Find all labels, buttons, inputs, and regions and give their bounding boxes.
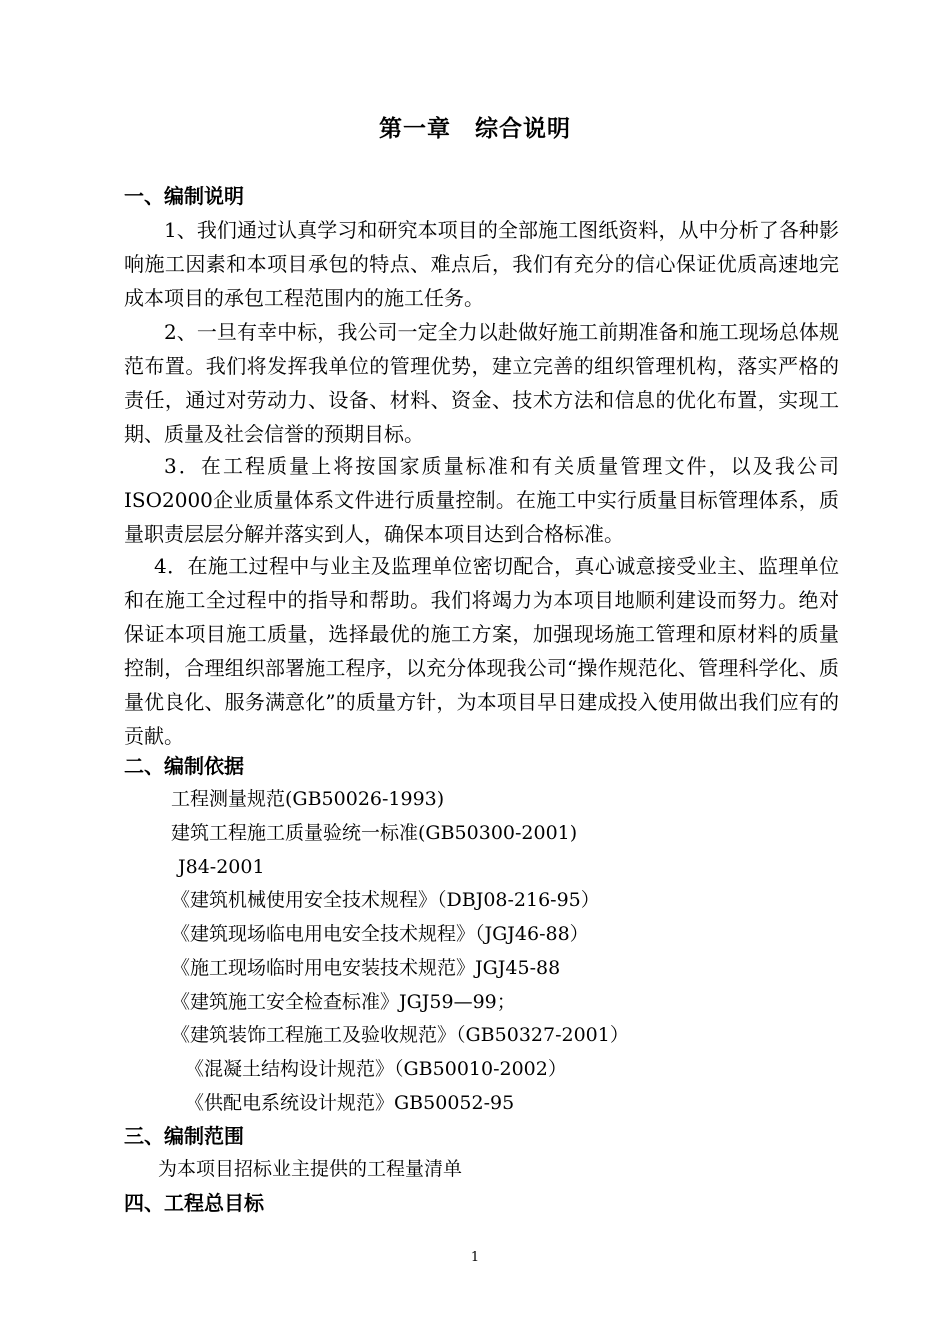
basis-item: 《建筑机械使用安全技术规程》（DBJ08-216-95） <box>171 889 600 911</box>
page-number: 1 <box>470 1250 480 1265</box>
section-heading-compilation-notes: 一、编制说明 <box>124 184 244 208</box>
basis-item: J84-2001 <box>178 856 265 878</box>
paragraph-2: 2、一旦有幸中标，我公司一定全力以赴做好施工前期准备和施工现场总体规范布置。我们将发挥我单位的管理优势，建立完善的组织管理机构，落实严格的责任，通过对劳动力、设备、材料、资金、技术方法和信息的优化布置，实现工期、质量及社会信誉的预期目标。 <box>124 320 839 446</box>
paragraph-4: 4．在施工过程中与业主及监理单位密切配合，真心诚意接受业主、监理单位和在施工全过程中的指导和帮助。我们将竭力为本项目地顺利建设而努力。绝对保证本项目施工质量，选择最优的施工方案，加强现场施工管理和原材料的质量控制，合理组织部署施工程序，以充分体现我公司“操作规范化、管理科学化、质量优良化、服务满意化”的质量方针，为本项目早日建成投入使用做出我们应有的贡献。 <box>124 554 839 748</box>
scope-item: 为本项目招标业主提供的工程量清单 <box>158 1158 463 1180</box>
paragraph-1: 1、我们通过认真学习和研究本项目的全部施工图纸资料，从中分析了各种影响施工因素和本项目承包的特点、难点后，我们有充分的信心保证优质高速地完成本项目的承包工程范围内的施工任务。 <box>124 218 839 310</box>
basis-item: 《建筑施工安全检查标准》JGJ59—99； <box>171 991 516 1013</box>
basis-item: 建筑工程施工质量验统一标准(GB50300-2001) <box>171 822 578 844</box>
basis-item: 工程测量规范(GB50026-1993) <box>171 788 445 810</box>
basis-item: 《建筑现场临电用电安全技术规程》（JGJ46-88） <box>171 923 589 945</box>
section-heading-compilation-basis: 二、编制依据 <box>124 754 244 778</box>
basis-item: 《建筑装饰工程施工及验收规范》（GB50327-2001） <box>171 1024 629 1046</box>
basis-item: 《混凝土结构设计规范》（GB50010-2002） <box>185 1058 567 1080</box>
section-heading-overall-goal: 四、工程总目标 <box>124 1191 264 1215</box>
chapter-title: 第一章 综合说明 <box>379 116 571 142</box>
paragraph-3: 3．在工程质量上将按国家质量标准和有关质量管理文件，以及我公司ISO2000企业质量体系文件进行质量控制。在施工中实行质量目标管理体系，质量职责层层分解并落实到人，确保本项目达到合格标准。 <box>124 454 839 546</box>
basis-item: 《施工现场临时用电安装技术规范》JGJ45-88 <box>171 957 561 979</box>
section-heading-compilation-scope: 三、编制范围 <box>124 1124 244 1148</box>
basis-item: 《供配电系统设计规范》GB50052-95 <box>185 1092 515 1114</box>
